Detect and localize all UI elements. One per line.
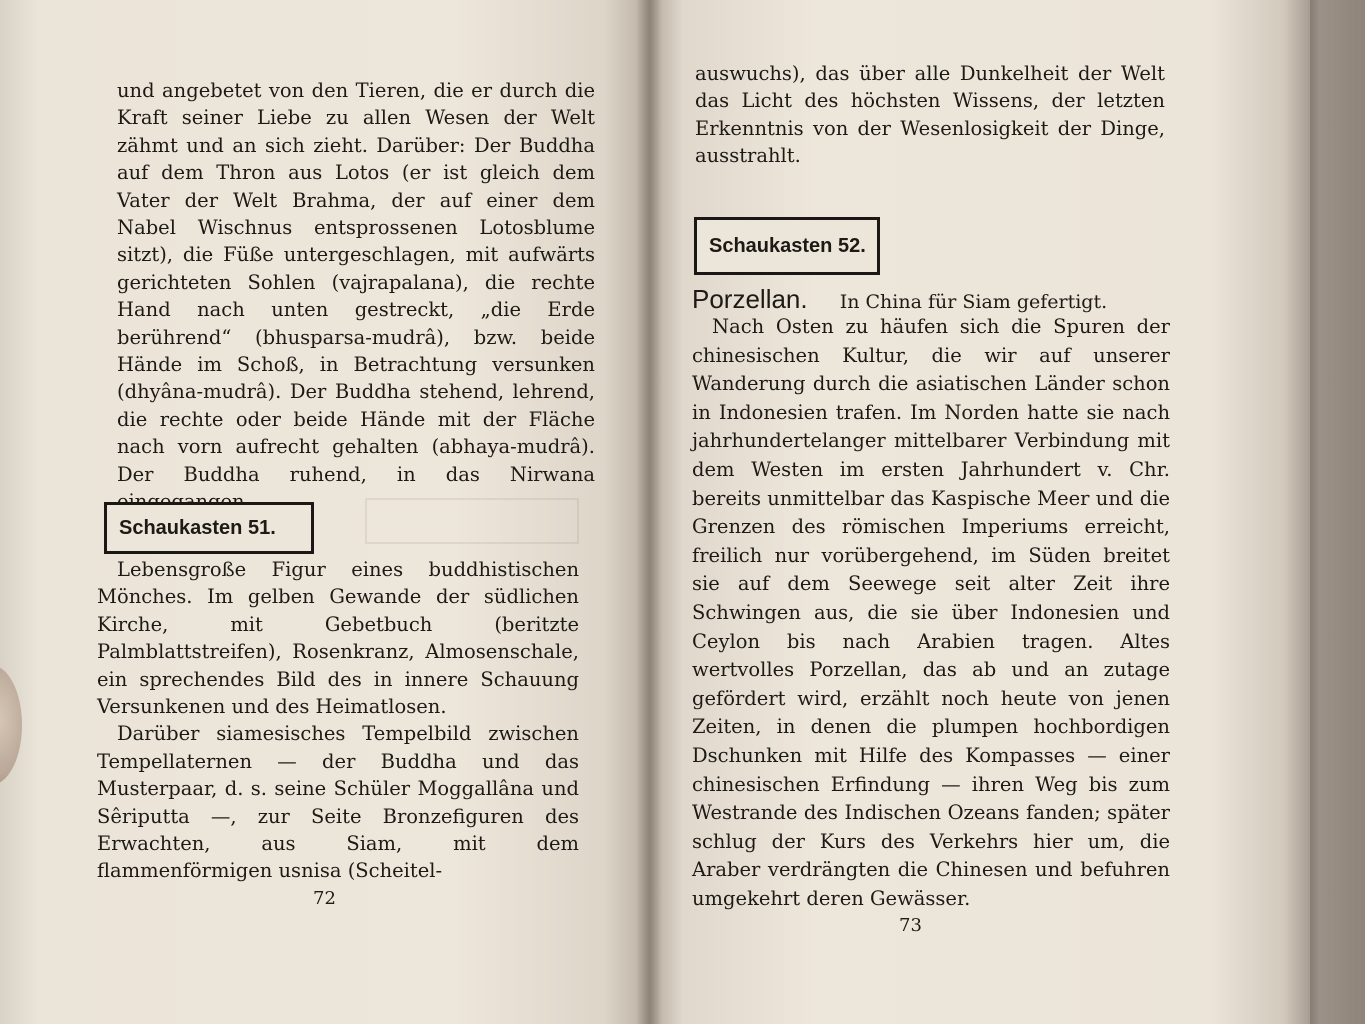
section-box-52	[694, 217, 880, 275]
right-page	[650, 0, 1310, 1024]
section-box-label: Schaukasten 51.	[119, 517, 276, 539]
section-heading	[692, 284, 1107, 315]
page-number-left: 72	[313, 888, 336, 909]
thumb	[0, 665, 22, 785]
left-section-text	[97, 556, 579, 885]
heading-subtitle: In China für Siam gefertigt.	[839, 291, 1108, 313]
left-paragraph: und angebetet von den Tieren, die er durch die Kraft seiner Liebe zu allen Wesen der Welt zähmt und an sich zieht. Darüber: Der Buddha auf dem Thron aus Lotos (er ist gleich dem Vater der Welt Brahma, der auf einer dem Nabel Wischnus entsprossenen Lotosblume sitzt), die Füße untergeschlagen, mit aufwärts gerichteten Sohlen (vajrapalana), die rechte Hand nach unten gestreckt, „die Erde berührend“ (bhusparsa-mudrâ), bzw. beide Hände im Schoß, in Betrachtung versunken (dhyâna-mudrâ). Der Buddha stehend, lehrend, die rechte oder beide Hände mit der Fläche nach vorn aufrecht gehalten (abhaya-mudrâ). Der Buddha ruhend, in das Nirwana	[117, 79, 595, 486]
left-section-paragraph: Darüber siamesisches Tempelbild zwischen Tempellaternen — der Buddha und das Musterpaar, d. s. seine Schüler Moggallâna und Sêriputta —, zur Seite Bronzefiguren des Erwachten, aus Siam, mit dem flammenförmigen usnisa (Scheitel-	[97, 722, 579, 883]
right-body-paragraph: Nach Osten zu häufen sich die Spuren der chinesischen Kultur, die wir auf unserer Wanderung durch die asiatischen Länder schon in Indonesien trafen. Im Norden hatte sie nach jahrhundertelanger mittelbarer Verbindung mit dem Westen im ersten Jahrhundert v. Chr. bereits unmittelbar das Kaspische Meer und die Grenzen des römischen Imperiums erreicht, freilich nur vorübergehend, im Süden breitet sie auf dem Seewege seit alter Zeit ihre Schwingen aus, die sie über Indonesien und Ceylon bis nach Arabien tragen. Altes wertvolles Porzellan, das ab und an zutage gefördert wird, erzählt noch heute von jenen Zeiten, in denen die plumpen hochbordigen Dschunken mit Hilfe des Kompasses — einer chinesischen Erfindung — ihren Weg bis zum Westrande des Indischen Ozeans fanden; später schlug der Kurs des Verkehrs hier um, die Araber verdrängten die Chinesen und befuhren umgekehrt deren Gewässer.	[692, 315, 1170, 910]
section-box-51	[104, 502, 314, 554]
right-top-paragraph: auswuchs), das über alle Dunkelheit der Welt das Licht des höchsten Wissens, der letzten Erkenntnis von der Wesenlosigkeit der Dinge, ausstrahlt.	[695, 62, 1165, 168]
left-section-paragraph: Lebensgroße Figur eines buddhistischen Mönches. Im gelben Gewande der südlichen Kirche, mit Gebetbuch (beritzte Palmblattstreifen), Rosenkranz, Almosenschale, ein sprechendes Bild des in innere Schauung Versunkenen und des Heimatlosen.	[97, 558, 579, 719]
book-gutter	[636, 0, 662, 1024]
bleed-through-box	[365, 498, 579, 544]
right-top-text	[695, 60, 1165, 170]
page-number-right: 73	[899, 915, 922, 936]
left-top-text	[117, 77, 595, 516]
left-page	[0, 0, 650, 1024]
section-box-label: Schaukasten 52.	[709, 235, 866, 257]
heading-title: Porzellan.	[692, 284, 808, 314]
right-body-text	[692, 313, 1170, 913]
